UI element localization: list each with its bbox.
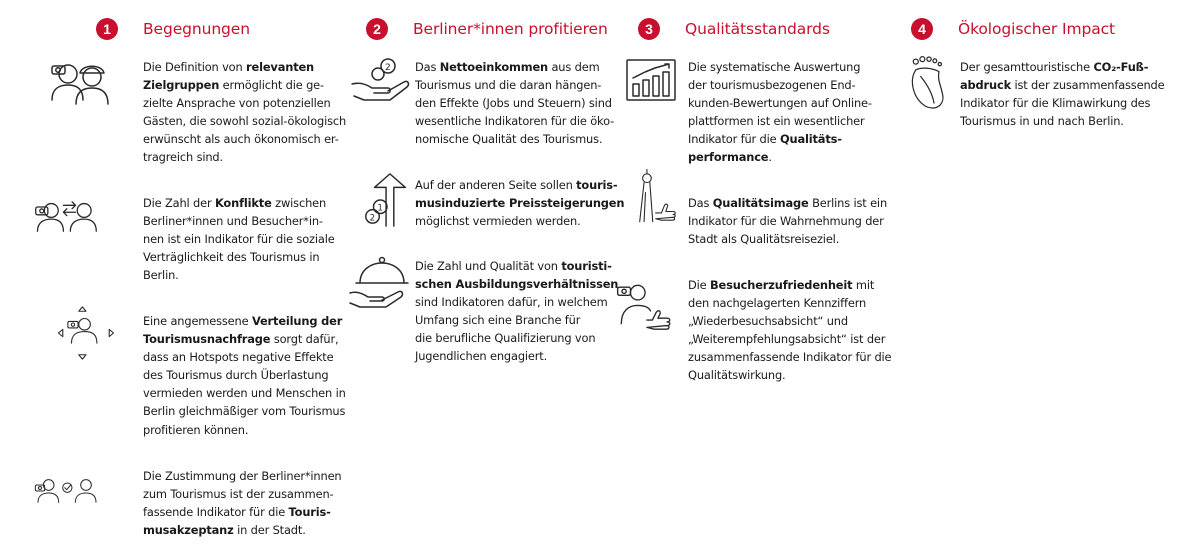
bold-term: Qualitätsimage — [712, 196, 809, 210]
text-run: sorgt dafür, dass an Hotspots negative Effekte des Tourismus durch Überlastung vermieden werden und Menschen in Berlin gleichmäßiger vom Tourismus profitieren können. — [143, 332, 346, 437]
text-run: Der gesamttouristische — [960, 60, 1094, 74]
number-badge: 4 — [911, 18, 933, 40]
bold-term: touris- musinduzierte Preissteigerungen — [415, 178, 625, 211]
residents-and-tourist-icon — [48, 54, 112, 112]
growth-chart-icon — [625, 56, 689, 114]
column-title: Qualitätsstandards — [685, 20, 830, 38]
bold-term: Qualitäts- performance — [688, 132, 842, 165]
text-run: sind Indikatoren dafür, in welchem Umfang sich eine Branche für die berufliche Qualifizierung von Jugendlichen engagiert. — [415, 295, 608, 364]
text-run: Die — [688, 278, 710, 292]
bold-term: Besucherzufriedenheit — [709, 278, 853, 292]
bold-term: Nettoeinkommen — [439, 60, 548, 74]
svg-text:2: 2 — [369, 213, 376, 224]
paragraph — [143, 312, 346, 439]
text-run: Die Zustimmung der Berliner*innen zum Tourismus ist der zusammen- fassende Indikator für die — [143, 469, 342, 520]
column-header-4 — [911, 18, 1115, 40]
text-run: Das — [688, 196, 713, 210]
paragraph — [143, 58, 346, 167]
number-badge: 1 — [96, 18, 118, 40]
column-title: Berliner*innen profitieren — [413, 20, 608, 38]
bold-term: Konflikte — [214, 196, 272, 210]
serving-cloche-icon — [348, 255, 412, 313]
text-run: zwischen Berliner*innen und Besucher*in- nen ist ein Indikator für die soziale Verträglichkeit des Tourismus in Berlin. — [143, 196, 335, 283]
number-badge: 3 — [638, 18, 660, 40]
paragraph — [688, 58, 872, 167]
tourist-resident-approval-icon — [34, 466, 98, 524]
text-run: Die Definition von — [143, 60, 247, 74]
svg-text:1: 1 — [377, 203, 383, 214]
text-run: ist der zusammenfassende Indikator für die Klimawirkung des Tourismus in und nach Berlin. — [960, 78, 1165, 129]
text-run: Die systematische Auswertung der tourismusbezogenen End- kunden-Bewertungen auf Online- plattformen ist ein wesentlicher Indikator für die — [688, 60, 872, 147]
bold-term: CO₂-Fuß- abdruck — [960, 60, 1149, 93]
tourist-thumbs-up-icon — [614, 281, 678, 339]
column-header-1 — [96, 18, 250, 40]
text-run: Das — [415, 60, 440, 74]
coins-in-hand-icon — [350, 50, 414, 108]
paragraph — [415, 176, 624, 230]
bold-term: relevanten Zielgruppen — [143, 60, 315, 93]
text-run: in der Stadt. — [233, 523, 306, 538]
paragraph — [688, 194, 887, 248]
bold-term: touristi- schen Ausbildungsverhältnissen — [415, 259, 619, 292]
paragraph — [143, 467, 342, 539]
text-run: Berlins ist ein Indikator für die Wahrnehmung der Stadt als Qualitätsreiseziel. — [688, 196, 888, 247]
paragraph — [960, 58, 1164, 130]
column-header-2 — [366, 18, 608, 40]
paragraph — [415, 58, 614, 148]
paragraph — [143, 194, 335, 284]
text-run: Auf der anderen Seite sollen — [415, 178, 577, 192]
column-title: Begegnungen — [143, 20, 250, 38]
bold-term: Touris- musakzeptanz — [143, 505, 331, 538]
text-run: Die Zahl und Qualität von — [415, 259, 562, 273]
tourist-distribution-arrows-icon — [54, 304, 118, 362]
text-run: Die Zahl der — [143, 196, 215, 210]
rising-price-coins-icon — [356, 170, 420, 228]
column-header-3 — [638, 18, 830, 40]
leaf-footprint-icon — [902, 55, 966, 113]
text-run: aus dem Tourismus und die daran hängen- den Effekte (Jobs und Steuern) sind wesentliche Indikatoren für die öko- nomische Qualität des Tourismus. — [415, 60, 615, 147]
tourist-resident-exchange-icon — [34, 191, 98, 249]
text-run: mit den nachgelagerten Kennziffern „Wiederbesuchsabsicht“ und „Weiterempfehlungsabsicht“ ist der zusammenfassende Indikator für die Qualitätswirkung. — [688, 278, 892, 383]
column-title: Ökologischer Impact — [958, 20, 1116, 38]
bold-term: Verteilung der Tourismusnachfrage — [143, 314, 343, 347]
tv-tower-thumbs-up-icon — [628, 168, 692, 226]
paragraph — [688, 276, 891, 385]
svg-text:2: 2 — [385, 63, 391, 73]
text-run: ermöglicht die ge- zielte Ansprache von potenziellen Gästen, die sowohl sozial-ökologisch erwünscht als auch ökonomisch er- tragreich sind. — [143, 78, 347, 165]
text-run: Eine angemessene — [143, 314, 252, 328]
text-run: . — [768, 150, 772, 165]
text-run: möglichst vermieden werden. — [415, 214, 581, 229]
number-badge: 2 — [366, 18, 388, 40]
paragraph — [415, 257, 618, 366]
